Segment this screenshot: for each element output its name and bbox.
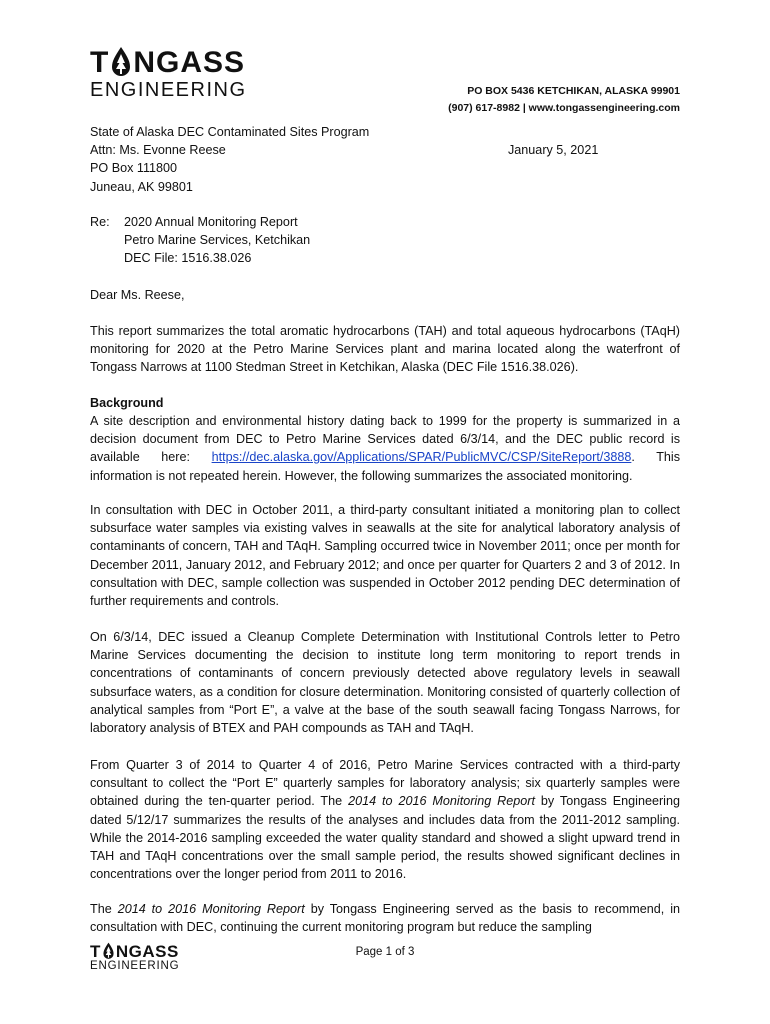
subject-block [90, 213, 680, 268]
recipient-block [90, 123, 680, 196]
logo-name-rest: NGASS [133, 46, 246, 79]
contact-line: (907) 617-8982 | www.tongassengineering.com [448, 102, 680, 114]
paragraph-intro: This report summarizes the total aromatic hydrocarbons (TAH) and total aqueous hydrocarbons (TAqH) monitoring for 2020 at the Petro Marine Services plant and marina located along the waterfront of Tongass Narrows at 1100 Stedman Street in Ketchikan, Alaska (DEC File 1516.38.026). [90, 324, 680, 375]
paragraph-text: by Tongass Engineering served as the basis to recommend, in consultation with DEC, continuing the current monitoring program but reduce the sampling [90, 902, 680, 935]
subject-label: Re: [90, 215, 110, 229]
logo-wordmark [90, 46, 262, 78]
paragraph-site-description [90, 412, 680, 485]
company-logo [90, 46, 262, 101]
recipient-po: PO Box 111800 [90, 161, 178, 176]
report-title: 2014 to 2016 Monitoring Report [117, 902, 305, 916]
address-line: PO BOX 5436 KETCHIKAN, ALASKA 99901 [467, 85, 680, 97]
paragraph-2014-2016 [90, 756, 680, 883]
paragraph-recommendation [90, 900, 680, 936]
recipient-city: Juneau, AK 99801 [90, 179, 193, 194]
paragraph-text: A site description and environmental history dating back to 1999 for the property is summarized in a decision document from DEC to Petro Marine Services dated 6/3/14, and the DEC public record is available here: [90, 414, 680, 465]
paragraph-cleanup-determination: On 6/3/14, DEC issued a Cleanup Complete Determination with Institutional Controls letter to Petro Marine Services documenting the decision to institute long term monitoring to report trends in concentrations of contaminants of concern previously detected above regulatory levels in seawall subsurface waters, as a condition for closure determination. Monitoring consisted of quarterly collection of analytical samples from “Port E”, a valve at the base of the south seawall facing Tongass Narrows, for laboratory analysis of BTEX and PAH compounds as TAH and TAqH. [90, 630, 680, 736]
company-address [448, 83, 680, 117]
subject-line-1: 2020 Annual Monitoring Report [124, 215, 298, 229]
letter-date: January 5, 2021 [508, 143, 599, 157]
footer-logo-subtitle: ENGINEERING [90, 960, 180, 972]
dec-site-report-link[interactable]: https://dec.alaska.gov/Applications/SPAR/PublicMVC/CSP/SiteReport/3888 [211, 450, 632, 465]
subject-line-3: DEC File: 1516.38.026 [124, 251, 252, 266]
logo-name-rest: NGASS [115, 942, 179, 961]
paragraph-text: From Quarter 3 of 2014 to Quarter 4 of 2016, Petro Marine Services contracted with a third-party consultant to collect the “Port E” quarterly samples for laboratory analysis; six quarterly samples were obtained during the ten-quarter period. The [90, 758, 680, 809]
paragraph-text: The [90, 902, 118, 916]
paragraph-text: . This information is not repeated herein. However, the following summarizes the associated monitoring. [90, 450, 680, 483]
paragraph-monitoring-2011: In consultation with DEC in October 2011, a third-party consultant initiated a monitoring plan to collect subsurface water samples via existing valves in seawalls at the site for analytical laboratory analysis of contaminants of concern, TAH and TAqH. Sampling occurred twice in November 2011; once per month for December 2011, January 2012, and February 2012; and once per quarter for Quarters 2 and 3 of 2012. In consultation with DEC, sample collection was suspended in October 2012 pending DEC determination of further requirements and controls. [90, 503, 680, 609]
paragraph-text: by Tongass Engineering dated 5/12/17 summarizes the results of the analyses and includes data from the 2011-2012 sampling. While the 2014-2016 sampling exceeded the water quality standard and showed a slight upward trend in TAH and TAqH concentrations over the small sample period, the results showed significant declines in concentrations over the longer period from 2011 to 2016. [90, 794, 680, 882]
subject-line-2: Petro Marine Services, Ketchikan [124, 233, 311, 248]
recipient-attn: Attn: Ms. Evonne Reese [90, 143, 226, 158]
salutation: Dear Ms. Reese, [90, 288, 185, 302]
tree-drop-icon [110, 46, 132, 78]
logo-letter-t: T [90, 46, 110, 79]
report-title: 2014 to 2016 Monitoring Report [348, 794, 535, 809]
section-heading-background: Background [90, 396, 164, 410]
recipient-org: State of Alaska DEC Contaminated Sites Program [90, 125, 370, 139]
logo-subtitle: ENGINEERING [90, 79, 247, 101]
page-number: Page 1 of 3 [355, 946, 415, 958]
logo-letter-t: T [90, 942, 101, 961]
